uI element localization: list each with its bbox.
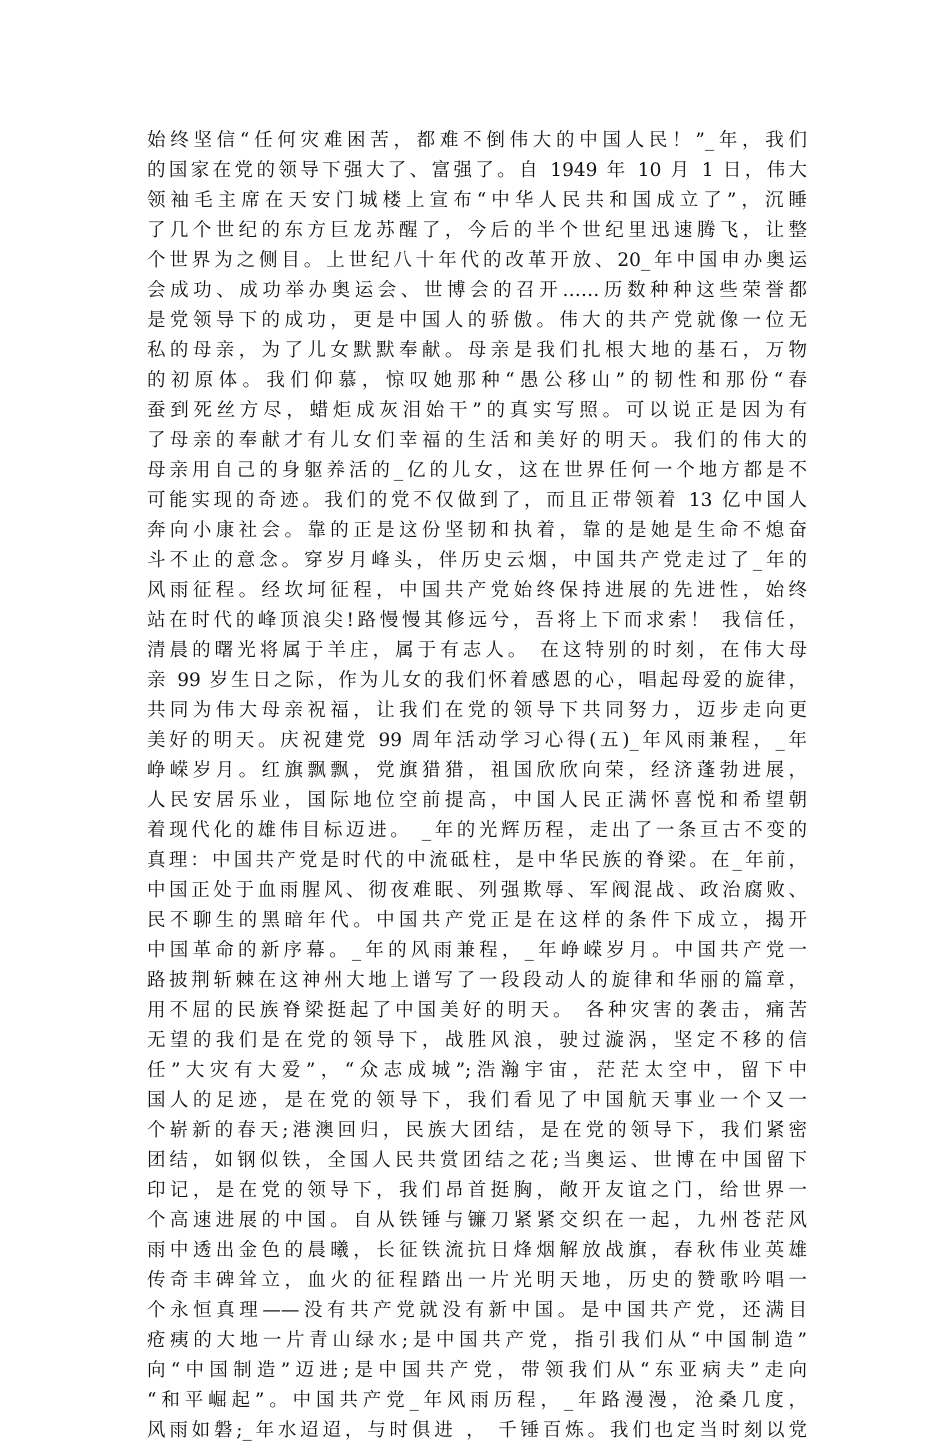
text-line: 蚕到死丝方尽，蜡炬成灰泪始干”的真实写照。可以说正是因为有 bbox=[147, 400, 807, 421]
text-line: 民不聊生的黑暗年代。中国共产党正是在这样的条件下成立，揭开 bbox=[147, 910, 807, 931]
text-line: 路披荆斩棘在这神州大地上谱写了一段段动人的旋律和华丽的篇章， bbox=[147, 970, 807, 991]
text-line: 可能实现的奇迹。我们的党不仅做到了，而且正带领着 13 亿中国人 bbox=[147, 490, 807, 511]
text-line: 个永恒真理——没有共产党就没有新中国。是中国共产党，还满目 bbox=[147, 1300, 807, 1321]
text-line: 任”大灾有大爱”，“众志成城”;浩瀚宇宙，茫茫太空中，留下中 bbox=[147, 1060, 807, 1081]
text-line: 美好的明天。庆祝建党 99 周年活动学习心得(五)_年风雨兼程，_年 bbox=[147, 730, 807, 751]
text-line: 了母亲的奉献才有儿女们幸福的生活和美好的明天。我们的伟大的 bbox=[147, 430, 807, 451]
text-line: 斗不止的意念。穿岁月峰头，伴历史云烟，中国共产党走过了_年的 bbox=[147, 550, 807, 571]
text-line: 了几个世纪的东方巨龙苏醒了，今后的半个世纪里迅速腾飞，让整 bbox=[147, 220, 807, 241]
text-line: 向“中国制造”迈进;是中国共产党，带领我们从“东亚病夫”走向 bbox=[147, 1360, 807, 1381]
text-line: 清晨的曙光将属于羊庄，属于有志人。 在这特别的时刻，在伟大母 bbox=[147, 640, 807, 661]
text-line: 会成功、成功举办奥运会、世博会的召开……历数种种这些荣誉都 bbox=[147, 280, 807, 301]
text-line: 真理：中国共产党是时代的中流砥柱，是中华民族的脊梁。在_年前， bbox=[147, 850, 807, 871]
text-line: 个世界为之侧目。上世纪八十年代的改革开放、20_年中国申办奥运 bbox=[147, 250, 807, 271]
text-line: 站在时代的峰顶浪尖!路慢慢其修远兮，吾将上下而求索！ 我信任， bbox=[147, 610, 807, 631]
text-line: 共同为伟大母亲祝福，让我们在党的领导下共同努力，迈步走向更 bbox=[147, 700, 807, 721]
text-line: 中国正处于血雨腥风、彻夜难眠、列强欺辱、军阀混战、政治腐败、 bbox=[147, 880, 807, 901]
text-line: 国人的足迹，是在党的领导下，我们看见了中国航天事业一个又一 bbox=[147, 1090, 807, 1111]
body-text bbox=[147, 126, 807, 1446]
text-line: 奔向小康社会。靠的正是这份坚韧和执着，靠的是她是生命不熄奋 bbox=[147, 520, 807, 541]
text-line: 的国家在党的领导下强大了、富强了。自 1949 年 10 月 1 日，伟大 bbox=[147, 160, 807, 181]
text-line: 传奇丰碑耸立，血火的征程踏出一片光明天地，历史的赞歌吟唱一 bbox=[147, 1270, 807, 1291]
text-line: 领袖毛主席在天安门城楼上宣布“中华人民共和国成立了”，沉睡 bbox=[147, 190, 807, 211]
text-line: 峥嵘岁月。红旗飘飘，党旗猎猎，祖国欣欣向荣，经济蓬勃进展， bbox=[147, 760, 807, 781]
text-line: 着现代化的雄伟目标迈进。 _年的光辉历程，走出了一条亘古不变的 bbox=[147, 820, 807, 841]
text-line: 疮痍的大地一片青山绿水;是中国共产党，指引我们从“中国制造” bbox=[147, 1330, 807, 1351]
text-line: 风雨征程。经坎坷征程，中国共产党始终保持进展的先进性，始终 bbox=[147, 580, 807, 601]
text-line: 中国革命的新序幕。_年的风雨兼程，_年峥嵘岁月。中国共产党一 bbox=[147, 940, 807, 961]
text-line: 无望的我们是在党的领导下，战胜风浪，驶过漩涡，坚定不移的信 bbox=[147, 1030, 807, 1051]
text-line: 团结，如钢似铁，全国人民共赏团结之花;当奥运、世博在中国留下 bbox=[147, 1150, 807, 1171]
text-line: 亲 99 岁生日之际，作为儿女的我们怀着感恩的心，唱起母爱的旋律， bbox=[147, 670, 807, 691]
text-line: 是党领导下的成功，更是中国人的骄傲。伟大的共产党就像一位无 bbox=[147, 310, 807, 331]
text-line: 的初原体。我们仰慕，惊叹她那种“愚公移山”的韧性和那份“春 bbox=[147, 370, 807, 391]
text-line: 雨中透出金色的晨曦，长征铁流抗日烽烟解放战旗，春秋伟业英雄 bbox=[147, 1240, 807, 1261]
text-line: 人民安居乐业，国际地位空前提高，中国人民正满怀喜悦和希望朝 bbox=[147, 790, 807, 811]
text-line: 母亲用自己的身躯养活的_亿的儿女，这在世界任何一个地方都是不 bbox=[147, 460, 807, 481]
text-line: “和平崛起”。中国共产党_年风雨历程，_年路漫漫，沧桑几度， bbox=[147, 1390, 807, 1411]
text-line: 始终坚信“任何灾难困苦，都难不倒伟大的中国人民！”_年，我们 bbox=[147, 130, 807, 151]
text-line: 印记，是在党的领导下，我们昂首挺胸，敞开友谊之门，给世界一 bbox=[147, 1180, 807, 1201]
text-line: 风雨如磐;_年水迢迢，与时俱进 ， 千锤百炼。我们也定当时刻以党 bbox=[147, 1420, 807, 1441]
text-line: 个高速进展的中国。自从铁锤与镰刀紧紧交织在一起，九州苍茫风 bbox=[147, 1210, 807, 1231]
text-line: 个崭新的春天;港澳回归，民族大团结，是在党的领导下，我们紧密 bbox=[147, 1120, 807, 1141]
text-line: 私的母亲，为了儿女默默奉献。母亲是我们扎根大地的基石，万物 bbox=[147, 340, 807, 361]
text-line: 用不屈的民族脊梁挺起了中国美好的明天。 各种灾害的袭击，痛苦 bbox=[147, 1000, 807, 1021]
